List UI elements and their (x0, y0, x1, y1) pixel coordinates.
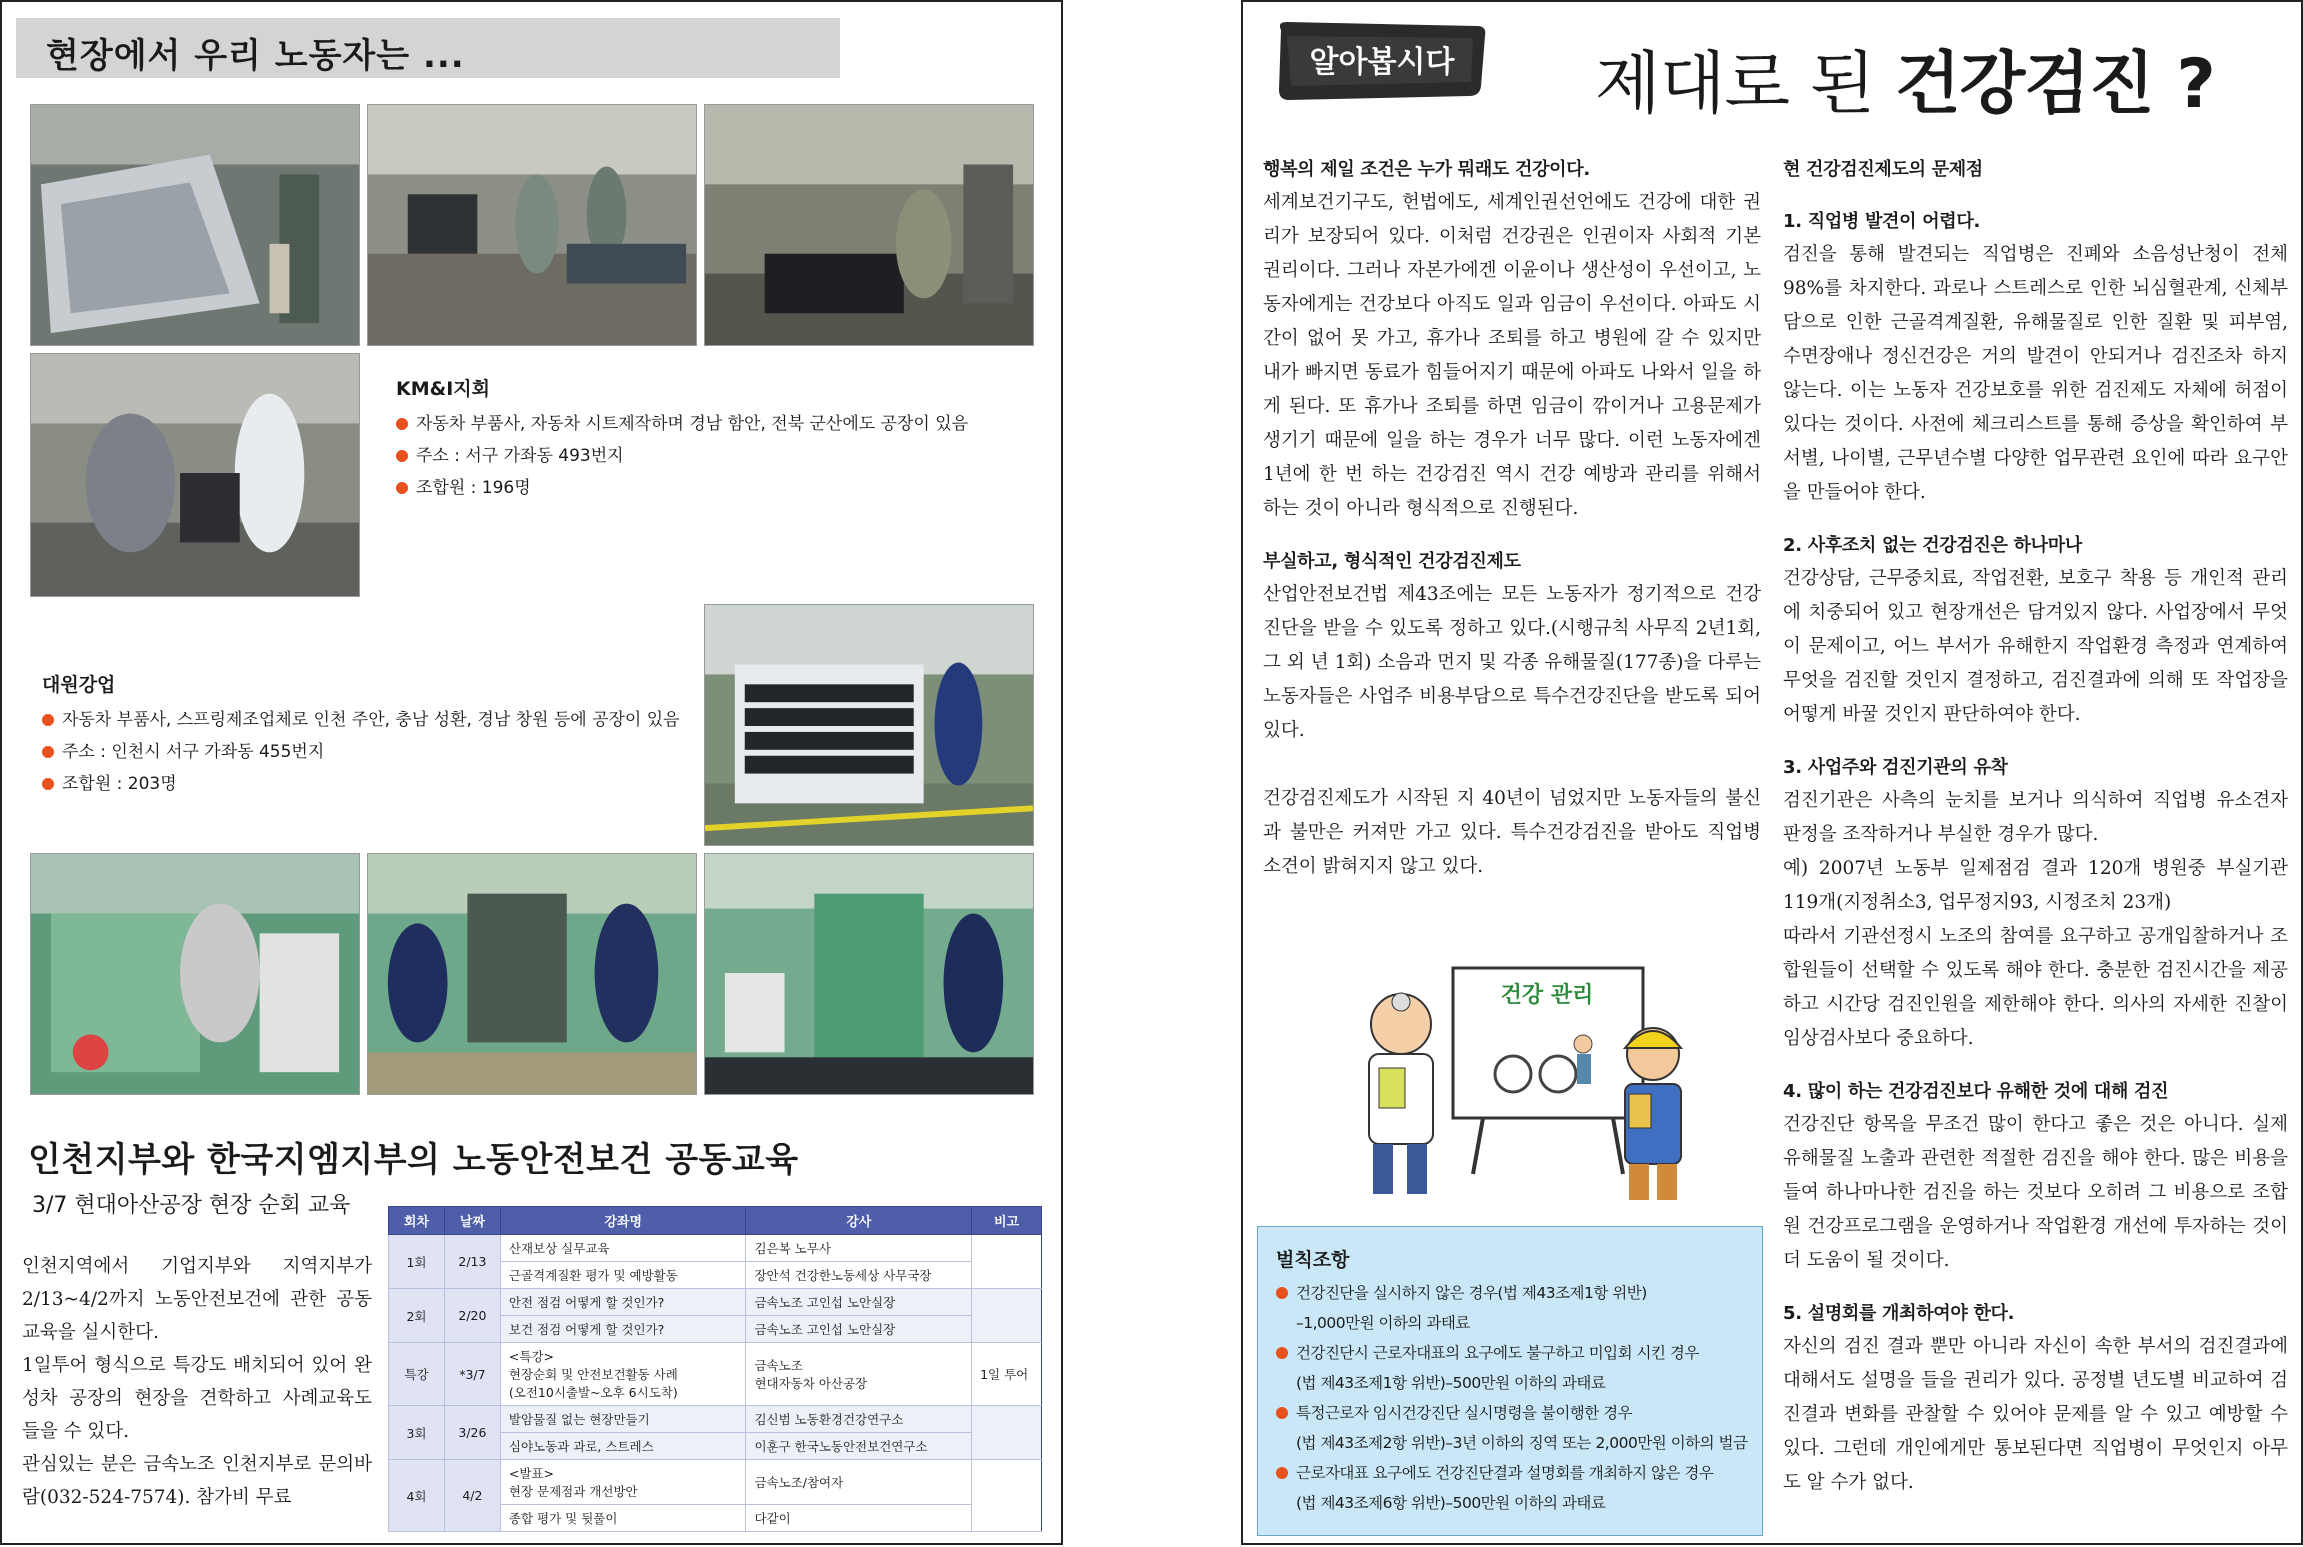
bullet-icon (42, 746, 54, 758)
bullet-icon (396, 482, 408, 494)
table-cell: 장안석 건강한노동세상 사무국장 (746, 1262, 972, 1289)
penalty-box (1257, 1226, 1763, 1536)
factory-photo-3 (704, 104, 1034, 346)
section-header (16, 18, 840, 78)
education-subtitle: 3/7 현대아산공장 현장 순회 교육 (32, 1193, 351, 1218)
paragraph: 검진을 통해 발견되는 직업병은 진폐와 소음성난청이 전체 98%를 차지한다. 과로나 스트레스로 인한 뇌심혈관계, 신체부담으로 인한 근골격계질환, 유해물질로 인한 질환 및 피부염, 수면장애나 정신건강은 거의 발견이 안되거나 검진조차 하지 않는다. 이는 노동자 건강보호를 위한 검진제도 자체에 허점이 있다는 것이다. 사전에 체크리스트를 통해 증상을 확인하여 부서별, 나이별, 근무년수별 다양한 업무관련 요인에 따라 요구안을 만들어야 한다. (1783, 244, 2288, 503)
table-cell (972, 1406, 1042, 1460)
table-row (389, 1235, 1042, 1262)
table-cell: 심야노동과 과로, 스트레스 (500, 1433, 746, 1460)
table-cell: 다같이 (746, 1505, 972, 1532)
table-cell (972, 1289, 1042, 1343)
penalty-detail: (법 제43조제6항 위반)–500만원 이하의 과태료 (1296, 1494, 1606, 1512)
bullet-icon (1276, 1287, 1288, 1299)
paragraph: 인천지역에서 기업지부와 지역지부가 2/13~4/2까지 노동안전보건에 관한 공동교육을 실시한다. (22, 1256, 372, 1343)
company-name: KM&I지회 (396, 378, 490, 400)
sign-text: 건강 관리 (1500, 983, 1594, 1008)
penalty-detail: –1,000만원 이하의 과태료 (1296, 1314, 1470, 1332)
left-page (0, 0, 1063, 1545)
table-cell: 발암물질 없는 현장만들기 (500, 1406, 746, 1433)
education-title: 인천지부와 한국지엠지부의 노동안전보건 공동교육 (28, 1140, 799, 1180)
factory-photo-7 (367, 853, 697, 1095)
bullet-icon (42, 778, 54, 790)
penalty-detail: (법 제43조제2항 위반)–3년 이하의 징역 또는 2,000만원 이하의 벌금 (1296, 1434, 1748, 1452)
education-description (22, 1250, 372, 1514)
penalty-item: 근로자대표 요구에도 건강진단결과 설명회를 개최하지 않은 경우 (1276, 1458, 1744, 1488)
factory-photo-8 (704, 853, 1034, 1095)
table-cell: 4/2 (444, 1460, 500, 1532)
bullet-icon (42, 714, 54, 726)
table-row (389, 1289, 1042, 1316)
paragraph: 산업안전보건법 제43조에는 모든 노동자가 정기적으로 건강진단을 받을 수 있도록 정하고 있다.(시행규칙 사무직 2년1회, 그 외 년 1회) 소음과 먼지 및 각종 유해물질(177종)을 다루는 노동자들은 사업주 비용부담으로 특수건강진단을 받도록 되어 있다. (1263, 584, 1761, 741)
section-heading: 1. 직업병 발견이 어렵다. (1783, 211, 1980, 232)
table-cell: 1일 투어 (972, 1343, 1042, 1406)
table-cell: 1회 (389, 1235, 445, 1289)
table-cell: <특강> 현장순회 및 안전보건활동 사례 (오전10시출발~오후 6시도착) (500, 1343, 746, 1406)
table-cell: 김은복 노무사 (746, 1235, 972, 1262)
section-heading: 2. 사후조치 없는 건강검진은 하나마나 (1783, 535, 2082, 556)
company-detail: 주소 : 서구 가좌동 493번지 (396, 440, 968, 472)
table-cell (972, 1235, 1042, 1289)
company-detail: 주소 : 인천시 서구 가좌동 455번지 (42, 736, 680, 768)
column-header: 날짜 (444, 1207, 500, 1235)
paragraph: 관심있는 분은 금속노조 인천지부로 문의바람(032-524-7574). 참가비 무료 (22, 1454, 372, 1508)
company-detail: 조합원 : 196명 (396, 472, 968, 504)
table-row (389, 1406, 1042, 1433)
factory-photo-6 (30, 853, 360, 1095)
paragraph: 따라서 기관선정시 노조의 참여를 요구하고 공개입찰하거나 조합원들이 선택할 수 있도록 해야 한다. 충분한 검진시간을 제공하고 시간당 검진인원을 제한해야 한다. 의사의 자세한 진찰이 임상검사보다 중요하다. (1783, 926, 2288, 1049)
factory-photo-5 (704, 604, 1034, 846)
column-header: 강좌명 (500, 1207, 746, 1235)
article-column-1 (1263, 154, 1761, 884)
table-body (389, 1235, 1042, 1532)
table-row (389, 1343, 1042, 1406)
table-cell: 금속노조 고인섭 노안실장 (746, 1316, 972, 1343)
table-cell: <발표> 현장 문제점과 개선방안 (500, 1460, 746, 1505)
sticker-text: 알아봅시다 (1309, 45, 1455, 80)
table-cell: 종합 평가 및 뒷풀이 (500, 1505, 746, 1532)
bullet-icon (396, 450, 408, 462)
article-column-2 (1783, 154, 2288, 1500)
table-cell (972, 1460, 1042, 1532)
health-checkup-illustration (1333, 944, 1693, 1210)
bullet-icon (1276, 1347, 1288, 1359)
table-cell: 2/13 (444, 1235, 500, 1289)
paragraph: 건강진단 항목을 무조건 많이 한다고 좋은 것은 아니다. 실제 유해물질 노출과 관련한 적절한 검진을 해야 한다. 많은 비용을 들여 하나마나한 검진을 하는 것보다 오히려 그 비용으로 조합원 건강프로그램을 운영하거나 작업환경 개선에 투자하는 것이 더 도움이 될 것이다. (1783, 1114, 2288, 1271)
company-info-daewon (42, 670, 680, 800)
table-cell: 금속노조 고인섭 노안실장 (746, 1289, 972, 1316)
sticker-shape (1273, 16, 1491, 104)
table-row (389, 1460, 1042, 1505)
paragraph: 1일투어 형식으로 특강도 배치되어 있어 완성차 공장의 현장을 견학하고 사례교육도 들을 수 있다. (22, 1355, 372, 1442)
penalty-item: 건강진단시 근로자대표의 요구에도 불구하고 미입회 시킨 경우 (1276, 1338, 1744, 1368)
section-heading: 5. 설명회를 개최하여야 한다. (1783, 1303, 2015, 1324)
paragraph: 세계보건기구도, 헌법에도, 세계인권선언에도 건강에 대한 권리가 보장되어 있다. 이처럼 건강권은 인권이자 사회적 기본 권리이다. 그러나 자본가에겐 이윤이나 생산성이 우선이고, 노동자에게는 건강보다 아직도 일과 임금이 우선이다. 아파도 시간이 없어 못 가고, 휴가나 조퇴를 하고 병원에 갈 수 있지만 내가 빠지면 동료가 힘들어지기 때문에 아파도 나와서 일을 하게 된다. 또 휴가나 조퇴를 하면 임금이 깎이거나 고용문제가 생기기 때문에 일을 하는 경우가 너무 많다. 이런 노동자에겐 1년에 한 번 하는 건강검진 역시 건강 예방과 관리를 위해서 하는 것이 아니라 형식적으로 진행된다. (1263, 192, 1761, 519)
penalty-item: 특정근로자 임시건강진단 실시명령을 불이행한 경우 (1276, 1398, 1744, 1428)
section-title: 현장에서 우리 노동자는 ... (46, 36, 465, 76)
company-name: 대원강업 (42, 674, 116, 696)
table-cell: 3회 (389, 1406, 445, 1460)
right-page (1241, 0, 2303, 1545)
table-cell: 안전 점검 어떻게 할 것인가? (500, 1289, 746, 1316)
paragraph: 건강상담, 근무중치료, 작업전환, 보호구 착용 등 개인적 관리에 치중되어 있고 현장개선은 담겨있지 않다. 사업장에서 무엇이 문제이고, 어느 부서가 유해한지 작업환경 측정과 연계하여 무엇을 검진할 것인지 결정하고, 검진결과에 의해 또 작업장을 어떻게 바꿀 것인지 판단하여야 한다. (1783, 568, 2288, 725)
table-cell: 김신범 노동환경건강연구소 (746, 1406, 972, 1433)
table-cell: 근골격계질환 평가 및 예방활동 (500, 1262, 746, 1289)
sticker-badge (1273, 16, 1491, 104)
table-cell: 4회 (389, 1460, 445, 1532)
paragraph: 건강검진제도가 시작된 지 40년이 넘었지만 노동자들의 불신과 불만은 커져만 가고 있다. 특수건강검진을 받아도 직업병 소견이 밝혀지지 않고 있다. (1263, 788, 1761, 877)
table-cell: 금속노조 현대자동차 아산공장 (746, 1343, 972, 1406)
table-cell: 이훈구 한국노동안전보건연구소 (746, 1433, 972, 1460)
table-cell: 3/26 (444, 1406, 500, 1460)
bullet-icon (1276, 1407, 1288, 1419)
table-cell: 금속노조/참여자 (746, 1460, 972, 1505)
section-heading: 행복의 제일 조건은 누가 뭐래도 건강이다. (1263, 159, 1590, 180)
factory-photo-4 (30, 353, 360, 597)
page-title: 제대로 된 건강검진 ? (1595, 45, 2215, 124)
bullet-icon (1276, 1467, 1288, 1479)
section-heading: 3. 사업주와 검진기관의 유착 (1783, 757, 2008, 778)
table-cell: 보건 점검 어떻게 할 것인가? (500, 1316, 746, 1343)
factory-photo-1 (30, 104, 360, 346)
penalty-title: 벌칙조항 (1276, 1249, 1350, 1271)
column-title: 현 건강검진제도의 문제점 (1783, 159, 1983, 180)
education-schedule-table (388, 1206, 1042, 1532)
penalty-item: 건강진단을 실시하지 않은 경우(법 제43조제1항 위반) (1276, 1278, 1744, 1308)
table-cell: 산재보상 실무교육 (500, 1235, 746, 1262)
paragraph: 예) 2007년 노동부 일제점검 결과 120개 병원중 부실기관 119개(지정취소3, 업무정지93, 시정조치 23개) (1783, 858, 2288, 913)
section-heading: 4. 많이 하는 건강검진보다 유해한 것에 대해 검진 (1783, 1081, 2169, 1102)
company-detail: 조합원 : 203명 (42, 768, 680, 800)
penalty-detail: (법 제43조제1항 위반)–500만원 이하의 과태료 (1296, 1374, 1606, 1392)
table-cell: 2/20 (444, 1289, 500, 1343)
company-detail: 자동차 부품사, 자동차 시트제작하며 경남 함안, 전북 군산에도 공장이 있음 (396, 408, 968, 440)
section-heading: 부실하고, 형식적인 건강검진제도 (1263, 551, 1521, 572)
company-detail: 자동차 부품사, 스프링제조업체로 인천 주안, 충남 성환, 경남 창원 등에 공장이 있음 (42, 704, 680, 736)
factory-photo-2 (367, 104, 697, 346)
table-cell: 특강 (389, 1343, 445, 1406)
column-header: 비고 (972, 1207, 1042, 1235)
company-info-kmi (396, 374, 968, 504)
bullet-icon (396, 418, 408, 430)
table-cell: *3/7 (444, 1343, 500, 1406)
table-cell: 2회 (389, 1289, 445, 1343)
column-header: 회차 (389, 1207, 445, 1235)
paragraph: 자신의 검진 결과 뿐만 아니라 자신이 속한 부서의 검진결과에 대해서도 설명을 들을 권리가 있다. 공정별 년도별 비교하여 검진결과 변화를 관찰할 수 있어야 문제를 알 수 있고 예방할 수 있다. 그런데 개인에게만 통보된다면 직업병이 무엇인지 아무도 알 수가 없다. (1783, 1336, 2288, 1493)
table-header-row (389, 1207, 1042, 1235)
paragraph: 검진기관은 사측의 눈치를 보거나 의식하여 직업병 유소견자 판정을 조작하거나 부실한 경우가 많다. (1783, 790, 2288, 845)
column-header: 강사 (746, 1207, 972, 1235)
